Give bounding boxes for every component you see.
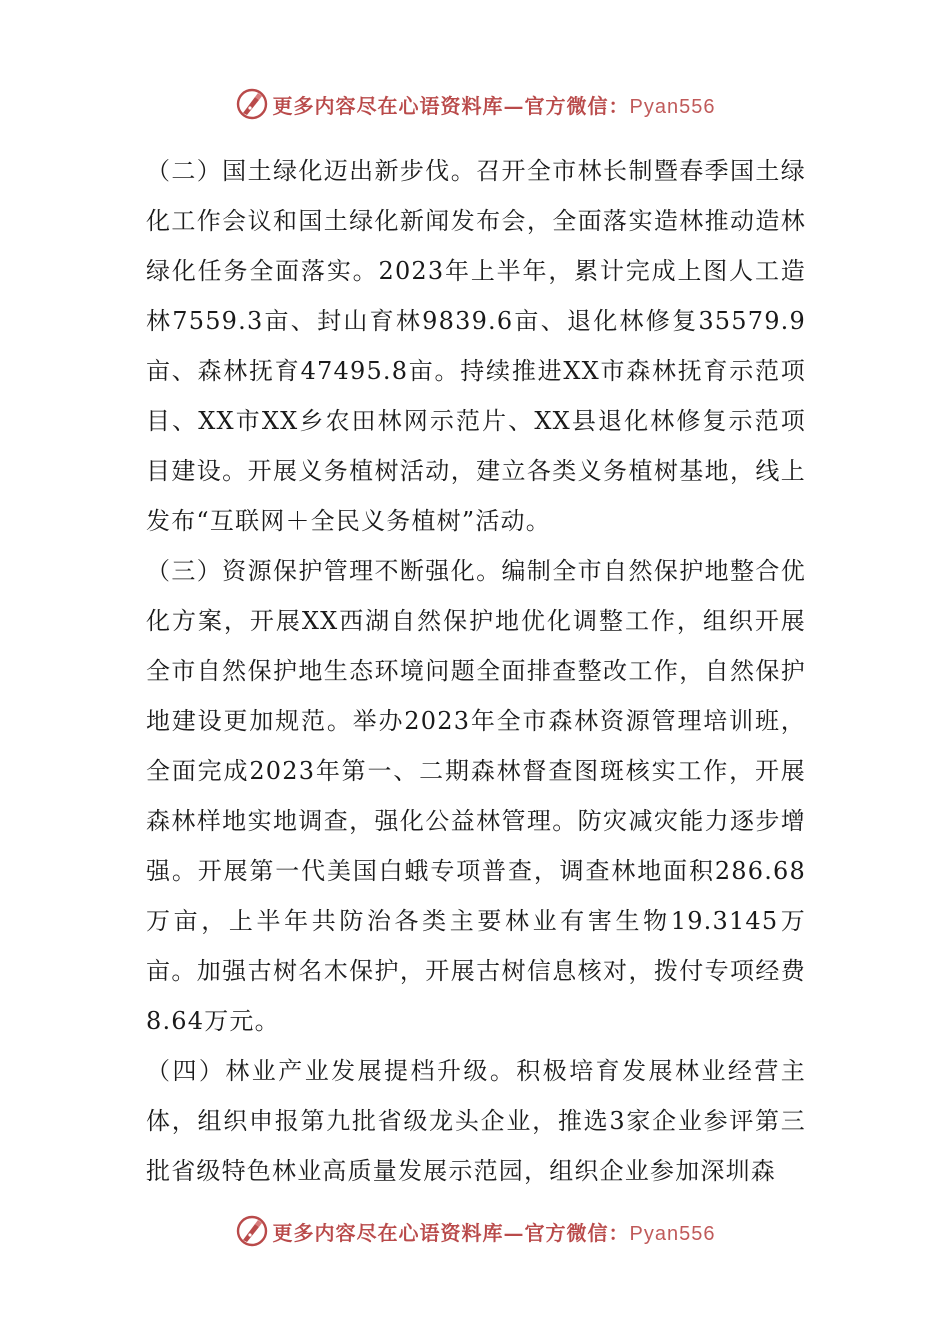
paragraph-resource-protection: （三）资源保护管理不断强化。编制全市自然保护地整合优化方案，开展XX西湖自然保护地优化调整工作，组织开展全市自然保护地生态环境问题全面排查整改工作，自然保护地建设更加规范。举办2023年全市森林资源管理培训班，全面完成2023年第一、二期森林督查图斑核实工作，开展森林样地实地调查，强化公益林管理。防灾减灾能力逐步增强。开展第一代美国白蛾专项普查，调查林地面积286.68万亩，上半年共防治各类主要林业有害生物19.3145万亩。加强古树名木保护，开展古树信息核对，拨付专项经费8.64万元。 (146, 557, 806, 1035)
footer-watermark-banner (0, 1211, 950, 1251)
banner-text: 更多内容尽在心语资料库—官方微信：Pyan556 (272, 93, 716, 118)
document-body (146, 146, 806, 1196)
wechat-id: Pyan556 (629, 1222, 716, 1245)
wechat-id: Pyan556 (629, 95, 716, 118)
paragraph-afforestation: （二）国土绿化迈出新步伐。召开全市林长制暨春季国土绿化工作会议和国土绿化新闻发布会，全面落实造林推动造林绿化任务全面落实。2023年上半年，累计完成上图人工造林7559.3亩、封山育林9839.6亩、退化林修复35579.9亩、森林抚育47495.8亩。持续推进XX市森林抚育示范项目、XX市XX乡农田林网示范片、XX县退化林修复示范项目建设。开展义务植树活动，建立各类义务植树基地，线上发布“互联网＋全民义务植树”活动。 (146, 157, 806, 535)
paragraph-forestry-industry: （四）林业产业发展提档升级。积极培育发展林业经营主体，组织申报第九批省级龙头企业，推选3家企业参评第三批省级特色林业高质量发展示范园，组织企业参加深圳森 (146, 1057, 806, 1185)
banner-text: 更多内容尽在心语资料库—官方微信：Pyan556 (272, 1220, 716, 1245)
pen-nib-logo-icon (235, 87, 269, 121)
header-watermark-banner (0, 84, 950, 124)
pen-nib-logo-icon (235, 1214, 269, 1248)
